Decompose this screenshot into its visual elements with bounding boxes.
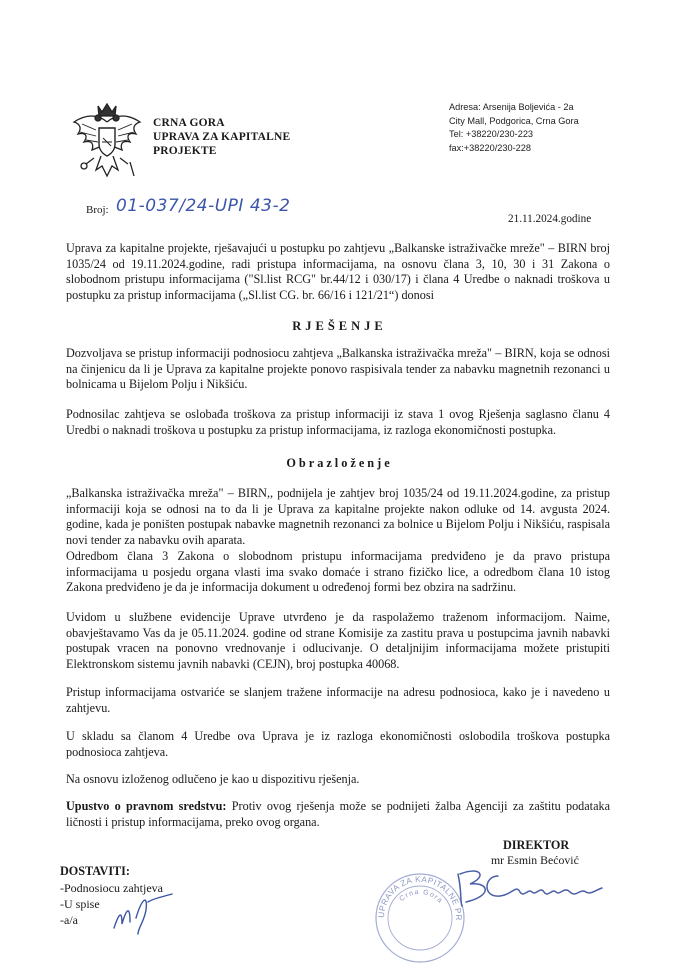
- ref-number: 01-037/24-UPI 43-2: [116, 196, 291, 216]
- director-name: mr Esmin Bećović: [491, 853, 579, 867]
- initials-signature-icon: [108, 888, 178, 938]
- director-title: DIREKTOR: [503, 838, 570, 852]
- decision-paragraph-2: Podnosilac zahtjeva se oslobađa troškova za pristup informaciji iz stava 1 ovog Rješenja saglasno članu 4 Uredbi o naknadi troškova u postupku za pristup informacijama, iz razloga ekonomičnosti postupka.: [66, 407, 610, 437]
- delivery-item: -U spise: [60, 897, 100, 911]
- reasoning-paragraph-5: U skladu sa članom 4 Uredbe ova Uprava je iz razloga ekonomičnosti oslobodila troškova postupka podnosioca zahtjeva.: [66, 729, 610, 759]
- legal-remedy-text: Protiv ovog rješenja može se podnijeti žalba Agenciji za zaštitu podataka ličnosti i pristup informacijama, preko ovog organa.: [66, 799, 610, 829]
- fax: fax:+38220/230-228: [449, 142, 531, 153]
- country-name: CRNA GORA: [153, 117, 225, 129]
- legal-remedy: [66, 799, 610, 830]
- reasoning-paragraph-6: Na osnovu izloženog odlučeno je kao u dispozitivu rješenja.: [66, 772, 360, 786]
- address-line2: City Mall, Podgorica, Crna Gora: [449, 115, 579, 126]
- decision-title: RJEŠENJE: [292, 319, 387, 333]
- stamp-country: Crna Gora: [398, 888, 445, 906]
- decision-paragraph-1: Dozvoljava se pristup informaciji podnosiocu zahtjeva „Balkanska istraživačka mreža" – BIRN, koja se odnosi na činjenicu da li je Uprava za kapitalne projekte ponovo raspisivala tender za nabavku magnetnih rezonanci u bolnicama u Bijelom Polju i Nikšiću.: [66, 346, 610, 392]
- document-date: 21.11.2024.godine: [508, 213, 592, 225]
- stamp-text: UPRAVA ZA KAPITALNE PR: [376, 874, 464, 921]
- contact-block: [449, 101, 579, 155]
- reasoning-paragraph-1: „Balkanska istraživačka mreža" – BIRN,, podnijela je zahtjev broj 1035/24 od 19.11.2024.godine, za pristup informaciji koja se odnosi na to da li je Uprava za kapitalne projekte nakon odluke od 14. avgusta 2024. godine, kada je poništen postupak nabavke magnetnih rezonanci za bolnice u Bijelom Polju i Nikšiću, raspisala novi tender za nabavku ovih aparata.: [66, 486, 610, 547]
- director-signature-icon: [440, 862, 615, 912]
- reasoning-title: Obrazloženje: [286, 456, 393, 470]
- telephone: Tel: +38220/230-223: [449, 129, 534, 139]
- intro-paragraph: Uprava za kapitalne projekte, rješavajući u postupku po zahtjevu „Balkanske istraživačke mreže" – BIRN broj 1035/24 od 19.11.2024.godine, radi pristupa informacijama, na osnovu člana 3, 10, 30 i 31 Zakona o slobodnom pristupu informacijama ("Sl.list RCG" br.44/12 i 030/17) i člana 4 Uredbe o naknadi troškova u postupku za pristup informacijama („Sl.list CG. br. 66/16 i 121/21“) donosi: [66, 241, 610, 302]
- reasoning-paragraph-4: Pristup informacijama ostvariće se slanjem tražene informacije na adresu podnosioca, kako je i navedeno u zahtjevu.: [66, 685, 610, 715]
- address-line: Adresa: Arsenija Boljevića - 2a: [449, 102, 574, 112]
- coat-of-arms-icon: [68, 100, 146, 188]
- legal-remedy-label: Upustvo o pravnom sredstvu:: [66, 799, 227, 813]
- reasoning-paragraph-2: Odredbom člana 3 Zakona o slobodnom pristupu informacijama predviđeno je da pravo pristupa informacijama u posjedu organa vlasti ima svako domaće i strano fizičko lice, a odredbom člana 10 istog Zakona predviđeno je da je informacija dokument u određenoj formi bez obzira na sadržinu.: [66, 549, 610, 595]
- delivery-item: -a/a: [60, 913, 78, 927]
- ref-label: Broj:: [86, 204, 109, 216]
- agency-name-line2: PROJEKTE: [153, 145, 217, 157]
- agency-name-line1: UPRAVA ZA KAPITALNE: [153, 131, 291, 143]
- delivery-title: DOSTAVITI:: [60, 864, 130, 878]
- delivery-item: -Podnosiocu zahtjeva: [60, 881, 163, 895]
- reasoning-paragraph-3: Uvidom u službene evidencije Uprave utvrđeno je da raspolažemo traženom informacijom. Naime, obavještavamo Vas da je 05.11.2024. godine od strane Komisije za zastitu prava u postupcima javnih nabavki postupak vracen na ponovno vrednovanje i odlucivanje. O detaljnijim informacijama možete pristupiti Elektronskom sistemu javnih nabavki (CEJN), broj postupka 40068.: [66, 610, 610, 671]
